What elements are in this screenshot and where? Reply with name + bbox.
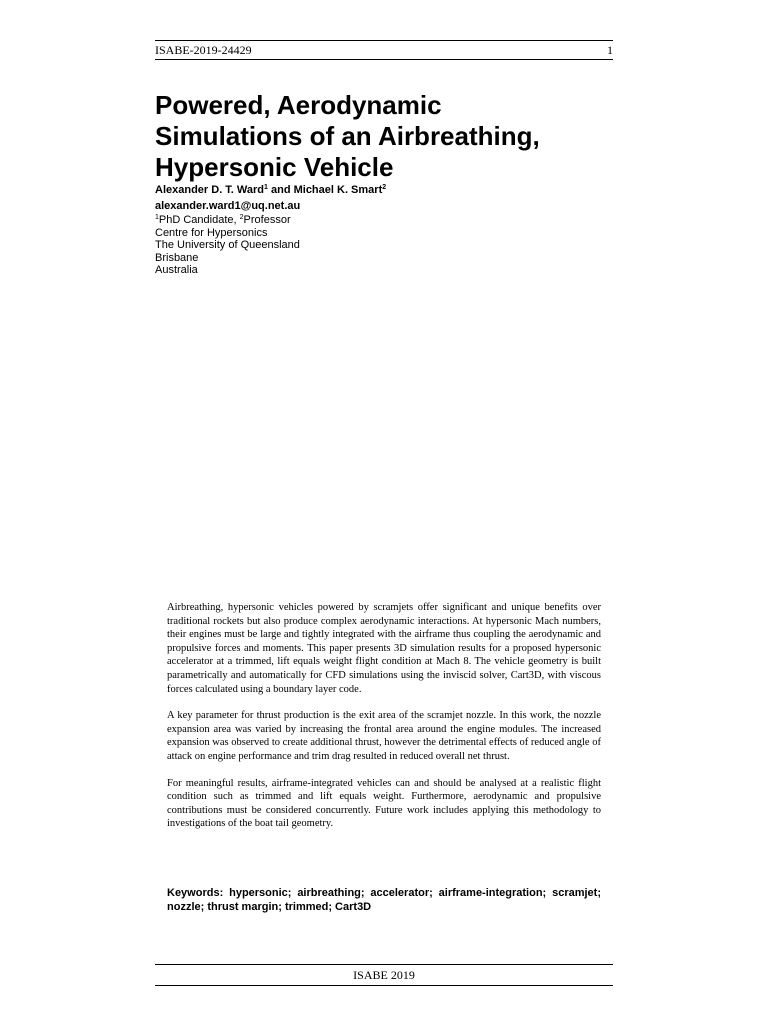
- author-2: Michael K. Smart: [293, 184, 383, 196]
- author-list: [155, 183, 386, 197]
- affiliation-centre: Centre for Hypersonics: [155, 226, 268, 239]
- paper-title: [155, 90, 625, 183]
- affiliation-block: [155, 214, 300, 277]
- abstract-paragraph-3: For meaningful results, airframe-integrated vehicles can and should be analysed at a realistic flight condition such as trimmed and lift equals weight. Furthermore, aerodynamic and propulsive contributions must be considered concurrently. Future work includes applying this methodology to investigations of the boat tail geometry.: [167, 777, 601, 830]
- affiliation-university: The University of Queensland: [155, 239, 300, 252]
- running-footer: [155, 964, 613, 986]
- author-connector: and: [267, 184, 294, 196]
- role-1: PhD Candidate,: [158, 214, 240, 226]
- running-header: [155, 40, 613, 60]
- footer-text: ISABE 2019: [353, 968, 415, 982]
- keywords: Keywords: hypersonic; airbreathing; accelerator; airframe-integration; scramjet; nozzle; thrust margin; trimmed; Cart3D: [167, 887, 601, 913]
- author-email: alexander.ward1@uq.net.au: [155, 200, 301, 212]
- abstract-paragraph-2: A key parameter for thrust production is the exit area of the scramjet nozzle. In this work, the nozzle expansion area was varied by increasing the frontal area around the engine modules. The increased expansion was observed to create additional thrust, however the detrimental effects of reduced angle of attack on engine performance and trim drag resulted in reduced overall net thrust.: [167, 710, 601, 762]
- affiliation-city: Brisbane: [155, 251, 199, 264]
- title-line-3: Hypersonic Vehicle: [155, 152, 394, 182]
- page-number: 1: [607, 43, 613, 57]
- abstract: [167, 601, 601, 844]
- author-1-mark: 1: [264, 184, 268, 191]
- paper-id: ISABE-2019-24429: [155, 43, 252, 57]
- abstract-paragraph-1: Airbreathing, hypersonic vehicles powered by scramjets offer significant and unique benefits over traditional rockets but also produce complex aerodynamic interactions. At hypersonic Mach numbers, their engines must be large and tightly integrated with the airframe thus coupling the aerodynamic and propulsive forces and moments. This paper presents 3D simulation results for a proposed hypersonic accelerator at a trimmed, lift equals weight flight condition at Mach 8. The vehicle geometry is built parametrically and automatically for CFD simulations using the inviscid solver, Cart3D, with viscous forces calculated using a boundary layer code.: [167, 602, 601, 695]
- title-line-1: Powered, Aerodynamic: [155, 90, 442, 120]
- author-1: Alexander D. T. Ward: [155, 184, 265, 196]
- affiliation-roles: [155, 214, 300, 227]
- affiliation-country: Australia: [155, 264, 198, 277]
- author-2-mark: 2: [382, 184, 387, 191]
- role-1-mark: 1: [155, 214, 159, 221]
- title-line-2: Simulations of an Airbreathing,: [155, 121, 540, 151]
- role-2: Professor: [243, 214, 291, 226]
- role-2-mark: 2: [239, 214, 244, 221]
